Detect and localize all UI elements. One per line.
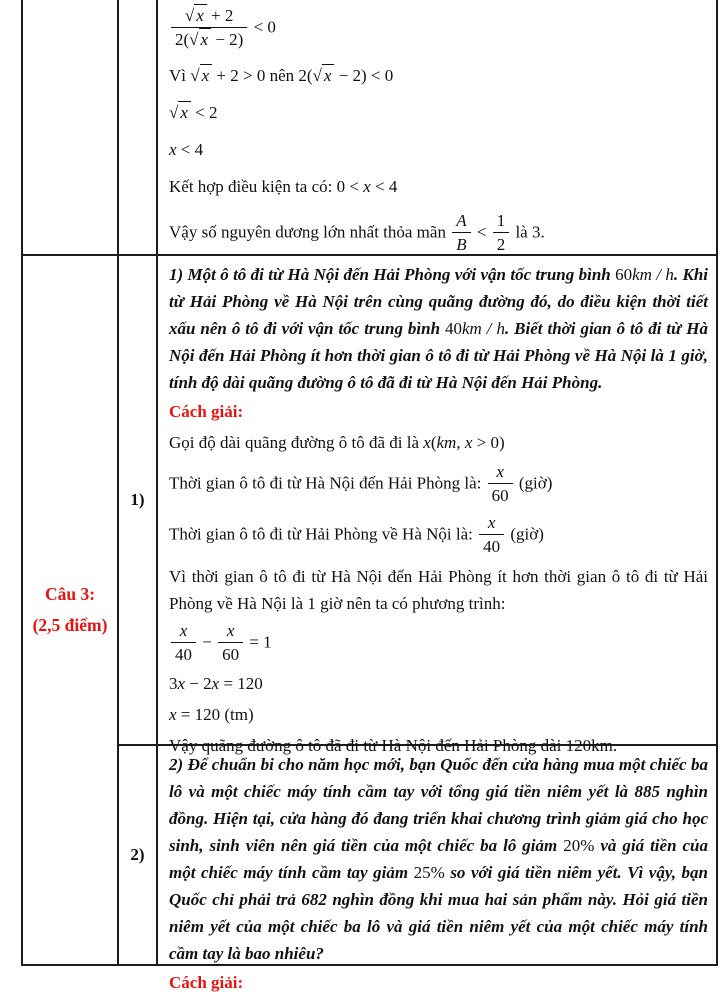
text-segment: Vì thời gian ô tô đi từ Hà Nội đến Hải Phòng ít hơn thời gian ô tô đi từ Hải Phòng về Hà Nội là 1 giờ nên ta có phương trình: [169, 567, 713, 614]
text-segment: = 1 [245, 632, 272, 652]
sqrt-expression [313, 63, 335, 89]
fraction-denominator [452, 233, 470, 255]
solution-line [169, 427, 708, 458]
part1-problem-statement [169, 261, 713, 396]
fraction [452, 210, 470, 255]
part2-cach-giai-heading [169, 967, 708, 998]
fraction [488, 461, 513, 506]
question-number: Câu 3: [44, 584, 96, 604]
fraction-numerator [452, 210, 470, 233]
text-segment: . Biết thời gian ô tô đi từ Hà Nội đến Hải Phòng ít hơn thời gian ô tô đi từ Hải Phòng về Hà Nội là 1 giờ, tính độ dài quãng đường ô tô đã đi từ Hà Nội đến Hải Phòng. [169, 319, 713, 392]
fraction-numerator [488, 461, 513, 484]
text-segment: x [226, 621, 235, 641]
text-segment: ( [430, 433, 437, 453]
text-segment: 40 [483, 537, 501, 557]
text-segment: Cách giải: [169, 973, 244, 993]
text-segment: Cách giải: [169, 402, 244, 422]
formula-line [169, 168, 708, 205]
table-row-part2 [22, 745, 717, 965]
text-segment: 60 [615, 265, 633, 284]
fraction [218, 620, 243, 665]
cell-top-solution [157, 0, 717, 255]
fraction-numerator [171, 620, 196, 643]
text-segment: 2( [175, 30, 190, 49]
fraction-numerator [479, 512, 504, 535]
cell-part2-number [118, 745, 157, 965]
conclusion-line [169, 205, 708, 260]
text-segment: < [472, 222, 491, 242]
text-segment: x [211, 674, 220, 694]
text-segment: 60 [222, 645, 240, 665]
part1-number: 1) [130, 490, 145, 509]
text-segment: < 2 [190, 103, 218, 123]
sqrt-symbol: √ [190, 66, 200, 86]
cell-part1-content [157, 255, 717, 756]
equation-line [169, 617, 708, 668]
text-segment: Thời gian ô tô đi từ Hà Nội đến Hải Phòng là: [169, 473, 486, 493]
text-segment: x [169, 705, 177, 725]
text-segment: và giá tiền của một chiếc máy tính cầm tay giảm [169, 836, 713, 882]
text-segment: Vì [169, 66, 191, 86]
cell-empty-label [22, 0, 118, 255]
text-segment: 3 [169, 674, 178, 694]
fraction [493, 210, 510, 255]
text-segment: km [436, 433, 457, 453]
solution-line [169, 563, 713, 617]
text-segment: 40 [445, 319, 462, 338]
text-segment: + 2 > 0 [212, 66, 266, 86]
sqrt-symbol: √ [189, 30, 199, 49]
question-points: (2,5 điểm) [32, 615, 108, 635]
fraction-denominator [171, 28, 247, 50]
text-segment: x [169, 140, 177, 160]
text-segment: 2) Để chuẩn bi cho năm học mới, bạn Quốc đến cửa hàng mua một chiếc ba lô và một chiếc máy tính cầm tay với tổng giá tiền niêm yết là 885 nghìn đồng. Hiện tại, cửa hàng đó đang triển khai chương trình giảm giá cho học sinh, sinh viên nên giá tiền của một chiếc ba lô giảm [169, 755, 713, 855]
text-segment: km / h [462, 319, 505, 338]
text-segment: km / h [632, 265, 674, 284]
solution-line [169, 509, 708, 560]
text-segment: − 2) < 0 [334, 66, 394, 86]
text-segment: 25% [413, 863, 445, 882]
text-segment: − [198, 632, 217, 652]
text-segment: − 2) [211, 30, 244, 49]
sqrt-radicand: x [194, 4, 207, 25]
text-segment: Thời gian ô tô đi từ Hải Phòng về Hà Nội là: [169, 524, 478, 544]
sqrt-expression [169, 100, 191, 126]
part2-number: 2) [130, 845, 145, 864]
fraction-denominator [488, 484, 513, 506]
text-segment: Vậy số nguyên dương lớn nhất thỏa mãn [169, 222, 451, 242]
formula-line [169, 2, 708, 57]
fraction [479, 512, 504, 557]
text-segment: 2( [298, 66, 313, 86]
sqrt-expression [189, 29, 211, 50]
text-segment: 0 < [336, 177, 364, 197]
fraction-denominator [493, 233, 510, 255]
text-segment: 20% [563, 836, 595, 855]
text-segment: > 0) [472, 433, 505, 453]
solution-line [169, 458, 708, 509]
text-segment: Kết hợp điều kiện ta có: [169, 177, 337, 197]
text-segment: = 120 [219, 674, 263, 694]
part1-cach-giai-heading [169, 396, 708, 427]
top-solution-content [158, 0, 716, 254]
text-segment: là 3. [511, 222, 545, 242]
text-segment: . Khi từ Hải Phòng về Hà Nội trên cùng quãng đường đó, do điều kiện thời tiết xấu nên ô tô đi với vận tốc trung bình [169, 265, 713, 338]
text-segment: < 4 [176, 140, 204, 160]
text-segment: = 120 (tm) [176, 705, 254, 725]
sqrt-radicand: x [199, 28, 212, 49]
text-segment: x [363, 177, 371, 197]
part2-problem-statement [169, 751, 713, 967]
fraction-numerator [218, 620, 243, 643]
text-segment: 1) Một ô tô đi từ Hà Nội đến Hải Phòng với vận tốc trung bình [169, 265, 616, 284]
equation-line [169, 699, 708, 730]
fraction-numerator [493, 210, 510, 233]
text-segment: 2 [496, 235, 506, 255]
sqrt-expression [185, 5, 207, 26]
fraction [171, 620, 196, 665]
fraction-numerator [171, 5, 247, 28]
cell-part2-content [157, 745, 717, 993]
text-segment: 60 [491, 486, 509, 506]
text-segment: Vậy quãng đường ô tô đã đi từ Hà Nội đến Hải Phòng dài 120km. [169, 736, 618, 756]
text-segment: 1 [496, 211, 506, 231]
sqrt-radicand: x [178, 101, 191, 122]
cell-question-label [22, 255, 118, 965]
text-segment: nên [265, 66, 299, 86]
text-segment: Gọi độ dài quãng đường ô tô đã đi là [169, 433, 424, 453]
text-segment: x [464, 433, 473, 453]
cell-empty-number [118, 0, 157, 255]
formula-line [169, 57, 708, 94]
cell-part1-number [118, 255, 157, 745]
text-segment: + 2 [206, 6, 234, 25]
table-row-top [22, 0, 717, 255]
text-segment: so với giá tiền niêm yết. Vì vậy, bạn Quốc chỉ phải trả 682 nghìn đồng khi mua hai sản phẩm này. Hỏi giá tiền niêm yết của một chiếc ba lô và giá tiền niêm yết của một chiếc máy tính cầm tay là bao nhiêu? [169, 863, 713, 963]
text-segment: 40 [175, 645, 192, 665]
question-label [23, 579, 117, 641]
sqrt-symbol: √ [169, 103, 179, 123]
text-segment: , [456, 433, 465, 453]
sqrt-symbol: √ [184, 6, 195, 25]
fraction-denominator [218, 643, 243, 665]
text-segment: (giờ) [514, 473, 553, 493]
text-segment: x [177, 674, 186, 694]
text-segment: x [487, 513, 496, 533]
part1-content [158, 256, 716, 756]
fraction-denominator [171, 643, 196, 665]
part2-content [158, 746, 716, 993]
text-segment: x [179, 621, 188, 641]
sqrt-symbol: √ [312, 66, 322, 86]
solution-table [21, 0, 718, 993]
equation-line [169, 668, 708, 699]
text-segment: A [456, 211, 467, 231]
formula-line [169, 94, 708, 131]
text-segment: − 2 [185, 674, 212, 694]
text-segment: < 4 [370, 177, 398, 197]
text-segment: (giờ) [506, 524, 544, 544]
sqrt-radicand: x [322, 64, 335, 85]
fraction [171, 5, 247, 50]
text-segment: x [496, 462, 504, 482]
text-segment: < 0 [249, 17, 276, 37]
text-segment: x [423, 433, 431, 453]
sqrt-expression [190, 63, 212, 89]
fraction-denominator [479, 535, 504, 557]
formula-line [169, 131, 708, 168]
table-row-part1 [22, 255, 717, 745]
text-segment: B [456, 235, 467, 255]
sqrt-radicand: x [200, 64, 213, 85]
